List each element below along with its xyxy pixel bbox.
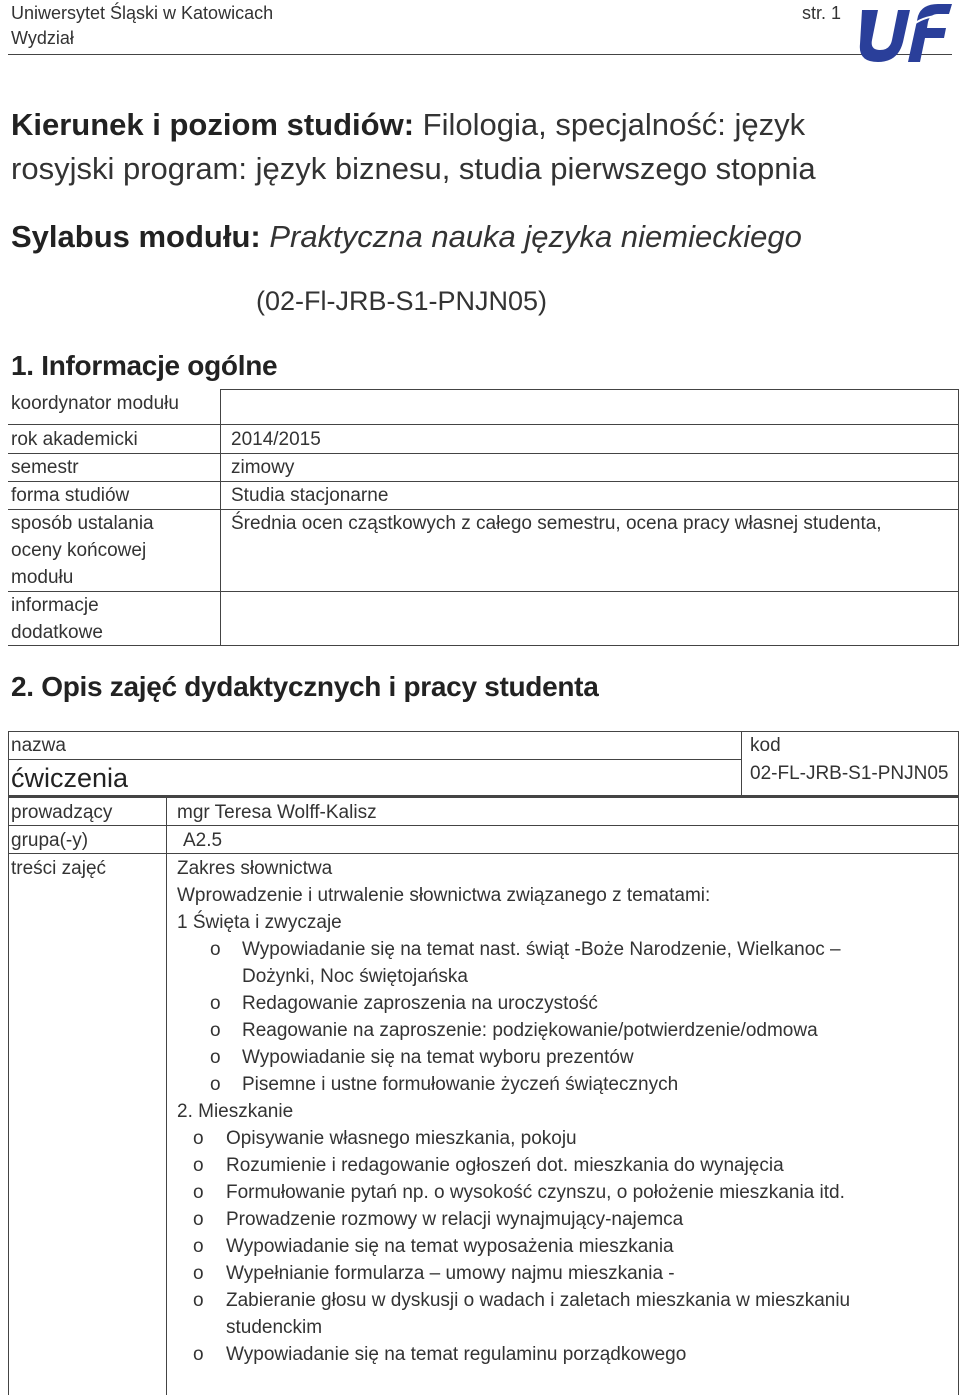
table2-name-rule [8, 759, 741, 760]
department-name: Wydział [11, 28, 74, 48]
semester-value: zimowy [231, 457, 295, 478]
topic-2-item: Wypowiadanie się na temat regulaminu porządkowego [226, 1344, 687, 1365]
table2-code-col-rule [741, 731, 742, 795]
bullet-glyph: o [210, 993, 221, 1014]
direction-line-2 [11, 147, 816, 191]
bullet-glyph: o [210, 939, 221, 960]
bullet-glyph: o [193, 1182, 204, 1203]
topic-1-item-cont: Dożynki, Noc świętojańska [242, 966, 468, 987]
grading-label-1: sposób ustalania [11, 513, 154, 534]
code-label: kod [750, 735, 781, 756]
topic-1-item: Wypowiadanie się na temat nast. świąt -Boże Narodzenie, Wielkanoc – [242, 939, 841, 960]
table2-right-rule-top [958, 731, 959, 797]
topic-2-title: 2. Mieszkanie [177, 1101, 294, 1122]
topic-2-item: Wypełnianie formularza – umowy najmu mieszkania - [226, 1263, 675, 1284]
content-label: treści zajęć [11, 858, 107, 879]
direction-label: Kierunek i poziom studiów: [11, 107, 415, 142]
study-form-label: forma studiów [11, 485, 130, 506]
bullet-glyph: o [210, 1020, 221, 1041]
bullet-glyph: o [193, 1263, 204, 1284]
bullet-glyph: o [210, 1047, 221, 1068]
direction-value: Filologia, specjalność: język [422, 107, 806, 142]
vocabulary-intro: Wprowadzenie i utrwalenie słownictwa związanego z tematami: [177, 885, 711, 906]
table2-col-rule [166, 797, 167, 1395]
table2-row-rule [8, 825, 959, 826]
group-label: grupa(-y) [11, 830, 89, 851]
section-2-heading: 2. Opis zajęć dydaktycznych i pracy studenta [11, 671, 599, 702]
topic-2-item: Zabieranie głosu w dyskusji o wadach i zaletach mieszkania w mieszkaniu [226, 1290, 851, 1311]
syllabus-label: Sylabus modułu: [11, 219, 261, 254]
code-value: 02-FL-JRB-S1-PNJN05 [750, 763, 949, 784]
bullet-glyph: o [210, 1074, 221, 1095]
table2-top-rule [8, 731, 959, 732]
name-label: nazwa [11, 735, 66, 756]
university-name: Uniwersytet Śląski w Katowicach [11, 3, 274, 23]
bullet-glyph: o [193, 1209, 204, 1230]
topic-1-item: Pisemne i ustne formułowanie życzeń świątecznych [242, 1074, 679, 1095]
topic-2-item: Rozumienie i redagowanie ogłoszeń dot. mieszkania do wynajęcia [226, 1155, 784, 1176]
direction-line-1 [11, 103, 805, 147]
table2-left-rule-top [8, 731, 9, 797]
topic-1-item: Reagowanie na zaproszenie: podziękowanie/potwierdzenie/odmowa [242, 1020, 818, 1041]
topic-2-item: Formułowanie pytań np. o wysokość czynszu, o położenie mieszkania itd. [226, 1182, 845, 1203]
additional-info-label-1: informacje [11, 595, 99, 616]
topic-2-item: Wypowiadanie się na temat wyposażenia mieszkania [226, 1236, 674, 1257]
vocabulary-scope: Zakres słownictwa [177, 858, 333, 879]
topic-2-item: Prowadzenie rozmowy w relacji wynajmujący-najemca [226, 1209, 684, 1230]
topic-1-item: Redagowanie zaproszenia na uroczystość [242, 993, 598, 1014]
topic-1-title: 1 Święta i zwyczaje [177, 912, 342, 933]
table2-thick-rule [8, 795, 959, 798]
bullet-glyph: o [193, 1344, 204, 1365]
table1-col-rule [220, 389, 221, 645]
grading-label-2: oceny końcowej [11, 540, 147, 561]
name-value: ćwiczenia [11, 763, 129, 793]
topic-2-item: Opisywanie własnego mieszkania, pokoju [226, 1128, 577, 1149]
bullet-glyph: o [193, 1155, 204, 1176]
grading-label-3: modułu [11, 567, 74, 588]
table1-row-rule [8, 453, 959, 454]
grading-value: Średnia ocen cząstkowych z całego semestru, ocena pracy własnej studenta, [231, 513, 882, 534]
academic-year-value: 2014/2015 [231, 429, 321, 450]
study-form-value: Studia stacjonarne [231, 485, 389, 506]
table1-row-rule [8, 481, 959, 482]
bullet-glyph: o [193, 1290, 204, 1311]
coordinator-label: koordynator modułu [11, 393, 179, 414]
table2-right-rule [958, 797, 959, 1395]
table1-row-rule [8, 591, 959, 592]
syllabus-line [11, 215, 802, 259]
table1-right-rule [958, 389, 959, 645]
syllabus-value: Praktyczna nauka języka niemieckiego [269, 219, 802, 254]
module-code: (02-Fl-JRB-S1-PNJN05) [256, 286, 548, 316]
university-logo [858, 2, 954, 66]
table1-top-rule [220, 389, 959, 390]
topic-1-item: Wypowiadanie się na temat wyboru prezentów [242, 1047, 634, 1068]
table2-left-rule [8, 797, 9, 1395]
academic-year-label: rok akademicki [11, 429, 138, 450]
teacher-label: prowadzący [11, 802, 113, 823]
page-number: str. 1 [802, 3, 842, 23]
additional-info-label-2: dodatkowe [11, 622, 103, 643]
section-1-heading: 1. Informacje ogólne [11, 350, 278, 381]
bullet-glyph: o [193, 1128, 204, 1149]
table2-row-rule [8, 853, 959, 854]
teacher-value: mgr Teresa Wolff-Kalisz [177, 802, 377, 823]
direction-value-cont: rosyjski program: język biznesu, studia pierwszego stopnia [11, 151, 816, 186]
bullet-glyph: o [193, 1236, 204, 1257]
table1-row-rule [8, 424, 959, 425]
semester-label: semestr [11, 457, 79, 478]
group-value: A2.5 [183, 830, 223, 851]
topic-2-item-cont: studenckim [226, 1317, 323, 1338]
header-rule [8, 54, 952, 55]
table1-bottom-rule [8, 645, 959, 646]
